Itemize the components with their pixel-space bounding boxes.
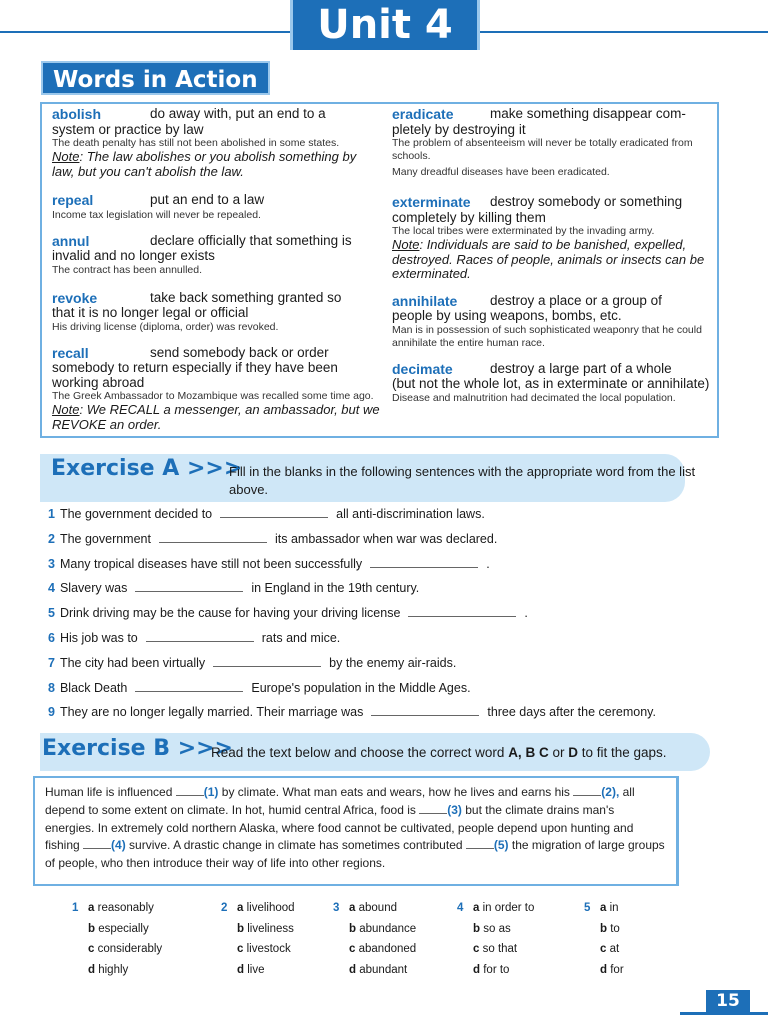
question-3: 3 Many tropical diseases have still not been successfully . (48, 556, 490, 571)
word-definition-cont: (but not the whole lot, as in exterminate or annihilate) (392, 376, 710, 391)
option-b[interactable]: liveliness (247, 922, 294, 935)
arrows-icon: >>> (186, 456, 243, 481)
word-term: eradicate (392, 106, 454, 122)
answer-blank[interactable] (408, 604, 516, 617)
words-right-column (392, 107, 714, 415)
word-entry-decimate (392, 362, 714, 405)
gap-blank[interactable] (83, 837, 111, 849)
option-a[interactable]: in order to (482, 902, 535, 914)
option-b[interactable]: abundance (359, 922, 417, 935)
exercise-b-passage: Human life is influenced (1) by climate. What man eats and wears, how he lives and earns his (2), all depend to some extent on climate. In hot, humid central Africa, food is (3) but the climate drains man's energies. In extremely cold northern Alaska, where food cannot be cultivated, people depend upon hunting and fishing (4) survive. A drastic change in climate has sometimes contributed (5) the migration of large groups of people, who then introduce their way of life into other regions. (33, 776, 679, 886)
option-a[interactable]: abound (358, 902, 397, 914)
option-d[interactable]: live (247, 963, 265, 976)
word-entry-recall (52, 346, 382, 433)
word-definition-cont: people by using weapons, bombs, etc. (392, 308, 622, 323)
word-definition: send somebody back or order (150, 344, 329, 360)
question-6: 6 His job was to rats and mice. (48, 630, 341, 645)
word-definition-cont: invalid and no longer exists (52, 248, 215, 263)
exercise-a-questions (48, 504, 728, 727)
word-entry-exterminate (392, 195, 714, 282)
option-a[interactable]: in (609, 902, 619, 914)
option-d[interactable]: for to (483, 963, 510, 976)
word-entry-repeal (52, 193, 382, 222)
option-group-5: 5 a in b to c at d for (584, 902, 624, 976)
gap-number: (3) (447, 802, 462, 817)
word-entry-abolish (52, 107, 382, 179)
option-c[interactable]: so that (482, 943, 518, 955)
question-2: 2 The government its ambassador when war was declared. (48, 531, 498, 546)
word-term: annul (52, 232, 90, 249)
exercise-b-title: Exercise B >>> (42, 736, 233, 761)
gap-blank[interactable] (419, 802, 447, 814)
exercise-a-instruction: Fill in the blanks in the following sentences with the appropriate word from the list above. (229, 464, 696, 497)
option-group-4: 4 a in order to b so as c so that d for to (457, 902, 535, 976)
question-5: 5 Drink driving may be the cause for having your driving license . (48, 606, 528, 621)
answer-blank[interactable] (146, 629, 254, 642)
option-d[interactable]: for (610, 963, 624, 976)
word-definition: declare officially that something is (150, 232, 352, 248)
word-definition-cont: that it is no longer legal or official (52, 305, 249, 320)
word-entry-eradicate (392, 107, 714, 179)
word-definition: take back something granted so (150, 289, 342, 305)
word-term: exterminate (392, 194, 471, 210)
answer-blank[interactable] (213, 654, 321, 667)
option-a[interactable]: reasonably (97, 902, 154, 914)
word-term: annihilate (392, 292, 458, 309)
option-d[interactable]: abundant (359, 963, 408, 976)
word-example: Man is in possession of such sophisticated weaponry that he could annihilate the entire human race. (392, 323, 702, 349)
gap-blank[interactable] (573, 784, 601, 796)
word-definition-cont: somebody to return especially if they have been working abroad (52, 360, 338, 390)
word-example: The Greek Ambassador to Mozambique was recalled some time ago. (52, 390, 374, 402)
word-entry-annul (52, 234, 382, 277)
word-example: Many dreadful diseases have been eradicated. (392, 166, 610, 178)
gap-blank[interactable] (466, 837, 494, 849)
answer-blank[interactable] (220, 505, 328, 518)
word-example: The problem of absenteeism will never be totally eradicated from schools. (392, 137, 693, 162)
option-group-2: 2 a livelihood b liveliness c livestock d live (221, 902, 295, 976)
option-d[interactable]: highly (98, 963, 129, 976)
answer-blank[interactable] (135, 579, 243, 592)
word-definition: put an end to a law (150, 192, 265, 207)
gap-number: (5) (493, 838, 509, 853)
word-note: Note: We RECALL a messenger, an ambassador, but we REVOKE an order. (52, 402, 380, 432)
gap-blank[interactable] (176, 784, 204, 796)
word-definition-cont: pletely by destroying it (392, 121, 526, 137)
word-example: Disease and malnutrition had decimated the local population. (392, 391, 676, 404)
word-note: Note: The law abolishes or you abolish something by law, but you can't abolish the law. (52, 149, 357, 179)
question-8: 8 Black Death Europe's population in the Middle Ages. (48, 680, 471, 695)
option-group-3: 3 a abound b abundance c abandoned d abundant (333, 902, 417, 976)
option-b[interactable]: to (610, 922, 620, 935)
page-number: 15 (706, 990, 750, 1012)
word-entry-annihilate (392, 294, 714, 350)
gap-number: (1) (203, 785, 219, 799)
section-title: Words in Action (41, 61, 270, 95)
word-example: The local tribes were exterminated by the invading army. (392, 225, 655, 237)
exercise-b-instruction: Read the text below and choose the correct word A, B C or D to fit the gaps. (211, 745, 667, 760)
word-example: Income tax legislation will never be repealed. (52, 208, 261, 221)
footer-rule (680, 1012, 768, 1015)
gap-number: (2), (601, 785, 620, 799)
word-note: Note: Individuals are said to be banished, expelled, destroyed. Races of people, animals or insects can be exterminated. (392, 237, 705, 281)
words-left-column (52, 107, 382, 442)
unit-title: Unit 4 (290, 0, 480, 50)
exercise-a-title: Exercise A >>> (51, 456, 243, 481)
option-a[interactable]: livelihood (246, 902, 295, 914)
word-term: recall (52, 344, 89, 361)
option-b[interactable]: so as (483, 922, 511, 935)
word-term: repeal (52, 192, 94, 208)
answer-blank[interactable] (135, 679, 243, 692)
option-c[interactable]: livestock (246, 943, 291, 955)
arrows-icon: >>> (177, 736, 233, 761)
option-group-1: 1 a reasonably b especially c considerably d highly (72, 902, 163, 976)
option-c[interactable]: abandoned (358, 943, 417, 955)
word-entry-revoke (52, 291, 382, 334)
word-example: The death penalty has still not been abolished in some states. (52, 137, 340, 149)
question-7: 7 The city had been virtually by the enemy air-raids. (48, 655, 457, 670)
word-definition: make something disappear com- (490, 106, 686, 121)
word-example: The contract has been annulled. (52, 263, 203, 276)
question-1: 1 The government decided to all anti-discrimination laws. (48, 507, 485, 521)
answer-blank[interactable] (159, 530, 267, 543)
word-definition-cont: completely by killing them (392, 209, 546, 225)
word-term: decimate (392, 360, 453, 377)
words-box (40, 102, 719, 438)
word-example: His driving license (diploma, order) was revoked. (52, 320, 279, 333)
option-b[interactable]: especially (98, 922, 149, 935)
answer-blank[interactable] (371, 703, 479, 716)
word-definition: destroy somebody or something (490, 194, 683, 209)
question-4: 4 Slavery was in England in the 19th century. (48, 581, 420, 596)
gap-number: (4) (111, 838, 126, 853)
word-definition-cont: system or practice by law (52, 121, 204, 137)
word-term: abolish (52, 106, 102, 122)
question-9: 9 They are no longer legally married. Their marriage was three days after the ceremony. (48, 705, 656, 720)
word-term: revoke (52, 289, 98, 306)
word-definition: do away with, put an end to a (150, 106, 326, 121)
option-c[interactable]: at (609, 943, 620, 955)
word-definition: destroy a place or a group of (490, 292, 662, 308)
option-c[interactable]: considerably (97, 943, 163, 955)
word-definition: destroy a large part of a whole (490, 360, 672, 376)
answer-blank[interactable] (370, 555, 478, 568)
